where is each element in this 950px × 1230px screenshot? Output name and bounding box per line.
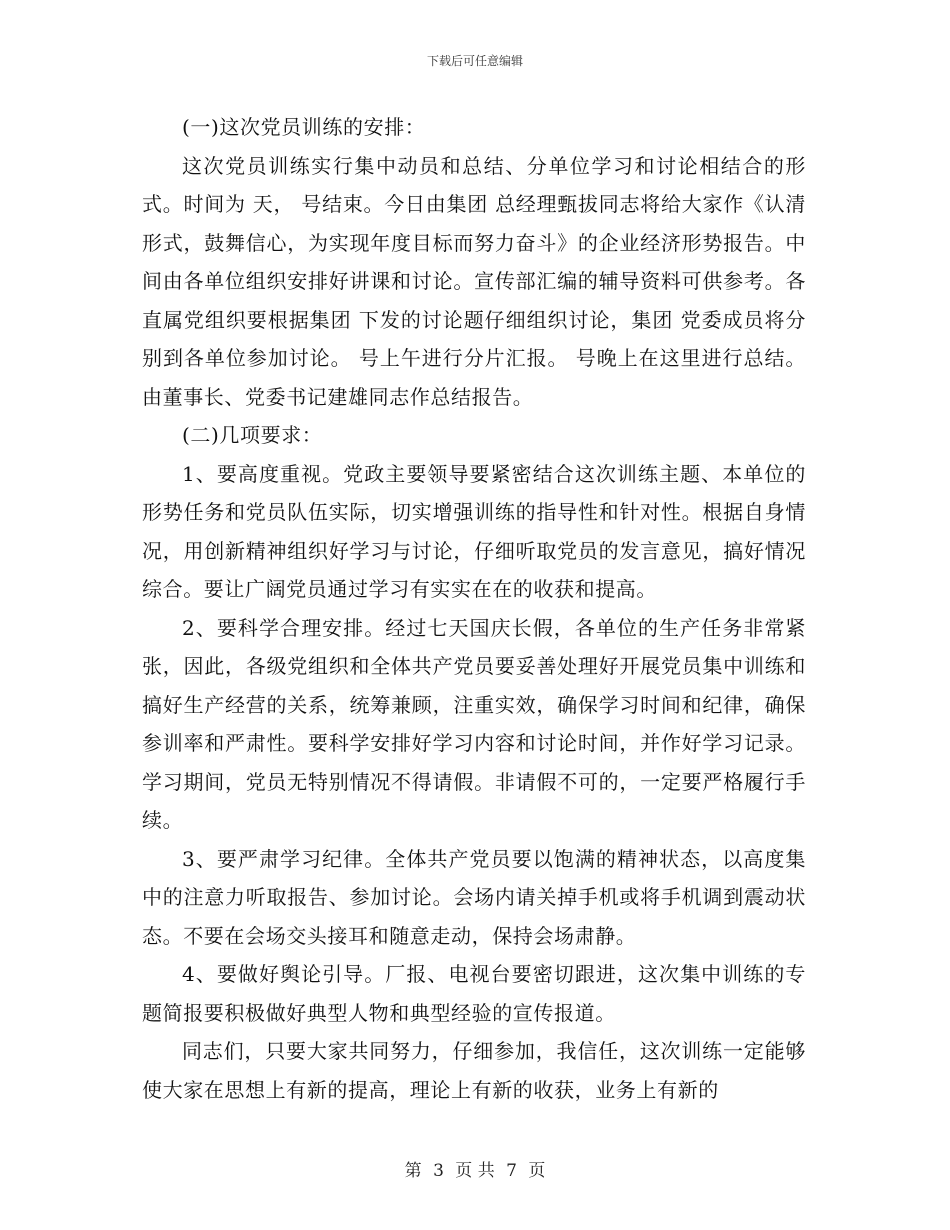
paragraph-arrangement: 这次党员训练实行集中动员和总结、分单位学习和讨论相结合的形式。时间为 天， 号结束。今日由集团 总经理甄拔同志将给大家作《认清形式，鼓舞信心，为实现年度目标而努力奋斗》的企业经济形势报告。中间由各单位组织安排好讲课和讨论。宣传部汇编的辅导资料可供参考。各直属党组织要根据集团 下发的讨论题仔细组织讨论，集团 党委成员将分别到各单位参加讨论。 号上午进行分片汇报。 号晚上在这里进行总结。由董事长、党委书记建雄同志作总结报告。 (142, 153, 806, 409)
paragraph-requirement-2: 2、要科学合理安排。经过七天国庆长假，各单位的生产任务非常紧张，因此，各级党组织和全体共产党员要妥善处理好开展党员集中训练和搞好生产经营的关系，统筹兼顾，注重实效，确保学习时间和纪律，确保参训率和严肃性。要科学安排好学习内容和讨论时间，并作好学习记录。学习期间，党员无特别情况不得请假。非请假不可的，一定要严格履行手续。 (142, 615, 806, 832)
paragraph-requirement-4: 4、要做好舆论引导。厂报、电视台要密切跟进，这次集中训练的专题简报要积极做好典型人物和典型经验的宣传报道。 (142, 962, 806, 1025)
footer-page-number: 3 (433, 1161, 444, 1181)
section-heading-requirements: (二)几项要求： (182, 423, 323, 447)
footer-middle: 页 共 (455, 1161, 495, 1181)
page-footer (0, 1156, 950, 1181)
footer-prefix: 第 (404, 1161, 422, 1181)
document-body (142, 108, 806, 1109)
footer-total-pages: 7 (506, 1161, 517, 1181)
section-heading-arrangement: (一)这次党员训练的安排： (182, 115, 426, 139)
paragraph-requirement-3: 3、要严肃学习纪律。全体共产党员要以饱满的精神状态，以高度集中的注意力听取报告、参加讨论。会场内请关掉手机或将手机调到震动状态。不要在会场交头接耳和随意走动，保持会场肃静。 (142, 846, 806, 948)
paragraph-closing: 同志们，只要大家共同努力，仔细参加，我信任，这次训练一定能够使大家在思想上有新的提高，理论上有新的收获，业务上有新的 (142, 1039, 806, 1102)
footer-suffix: 页 (528, 1161, 546, 1181)
paragraph-requirement-1: 1、要高度重视。党政主要领导要紧密结合这次训练主题、本单位的形势任务和党员队伍实际，切实增强训练的指导性和针对性。根据自身情况，用创新精神组织好学习与讨论，仔细听取党员的发言意见，搞好情况综合。要让广阔党员通过学习有实实在在的收获和提高。 (142, 461, 806, 601)
page-header-note: 下载后可任意编辑 (426, 54, 523, 68)
